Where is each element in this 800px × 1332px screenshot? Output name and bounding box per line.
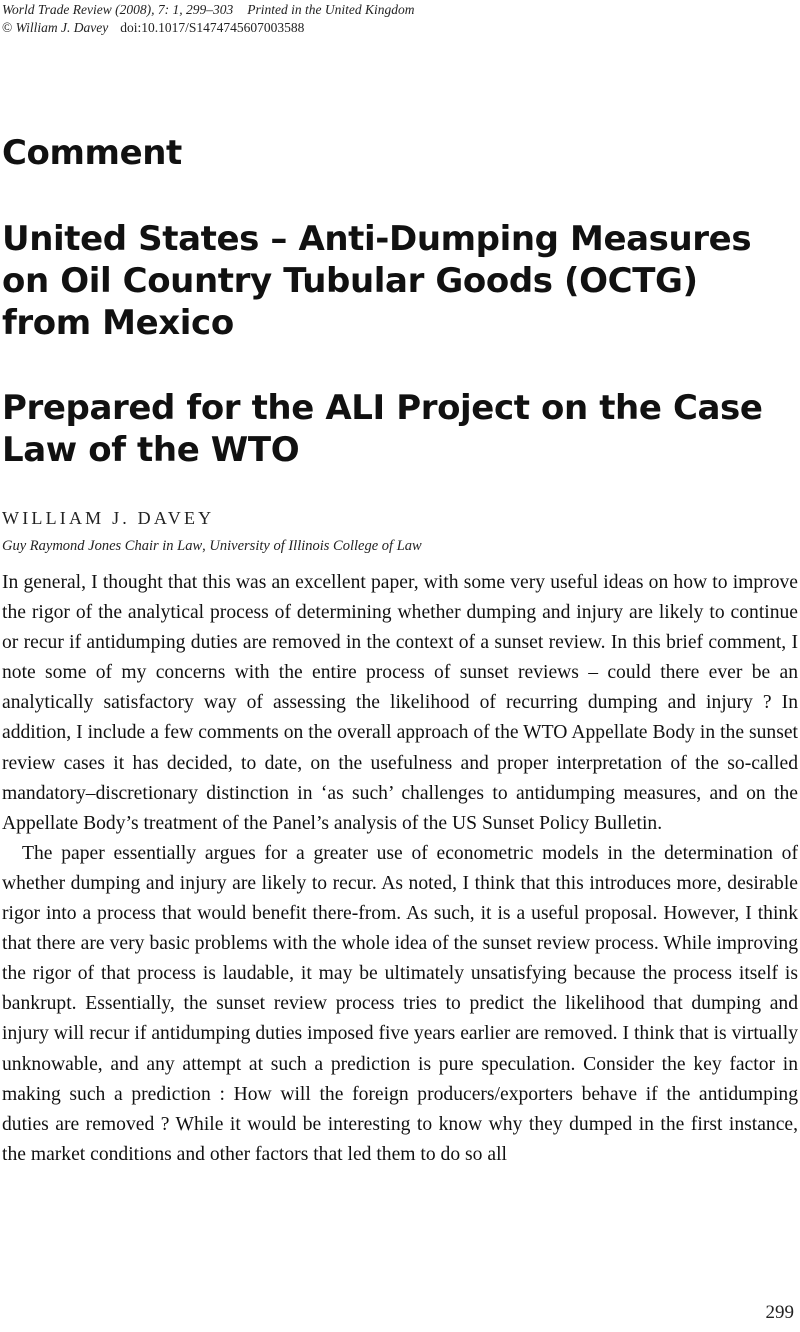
author-affiliation <box>2 538 422 555</box>
body-paragraph: In general, I thought that this was an excellent paper, with some very useful ideas on how to improve the rigor of the analytical process of determining whether dumping and injury are likely to continue or recur if antidumping duties are removed in the context of a sunset review. In this brief comment, I note some of my concerns with the entire process of sunset reviews – could there ever be an analytically satisfactory way of assessing the likelihood of recurring dumping and injury ? In addition, I include a few comments on the overall approach of the WTO Appellate Body in the sunset review cases it has decided, to date, on the usefulness and proper interpretation of the so-called mandatory–discretionary distinction in ‘as such’ challenges to antidumping measures, and on the Appellate Body’s treatment of the Panel’s analysis of the US Sunset Policy Bulletin. <box>2 572 798 834</box>
copyright-line <box>2 18 304 38</box>
affiliation-separator: , <box>202 538 206 554</box>
author-name: WILLIAM J. DAVEY <box>2 508 215 528</box>
article-subtitle: Prepared for the ALI Project on the Case Law of the WTO <box>2 388 763 470</box>
doi-text: doi:10.1017/S1474745607003588 <box>120 20 305 35</box>
article-body <box>2 568 798 1170</box>
page-number: 299 <box>765 1302 794 1323</box>
affiliation-position: Guy Raymond Jones Chair in Law <box>2 538 203 554</box>
body-paragraph: The paper essentially argues for a greater use of econometric models in the determination of whether dumping and injury are likely to recur. As noted, I think that this introduces more, desirable rigor into a process that would benefit there-from. As such, it is a useful proposal. However, I think that there are very basic problems with the whole idea of the sunset review process. While improving the rigor of that process is laudable, it may be ultimately unsatisfying because the process itself is bankrupt. Essentially, the sunset review process tries to predict the likelihood that dumping and injury will recur if antidumping duties imposed five years earlier are removed. I think that is virtually unknowable, and any attempt at such a prediction is pure speculation. Consider the key factor in making such a prediction : How will the foreign producers/exporters behave if the antidumping duties are removed ? While it would be interesting to know why they dumped in the first instance, the market conditions and other factors that led them to do so all <box>2 842 798 1165</box>
article-title: United States – Anti-Dumping Measures on Oil Country Tubular Goods (OCTG) from Mexico <box>2 219 752 343</box>
section-label: Comment <box>2 133 182 173</box>
copyright-author: William J. Davey <box>15 20 109 35</box>
journal-citation: World Trade Review (2008), 7: 1, 299–303 <box>2 2 234 17</box>
printed-in-note: Printed in the United Kingdom <box>247 2 415 17</box>
affiliation-institution: University of Illinois College of Law <box>209 538 422 554</box>
copyright-symbol: © <box>2 20 13 35</box>
running-header <box>2 0 414 20</box>
